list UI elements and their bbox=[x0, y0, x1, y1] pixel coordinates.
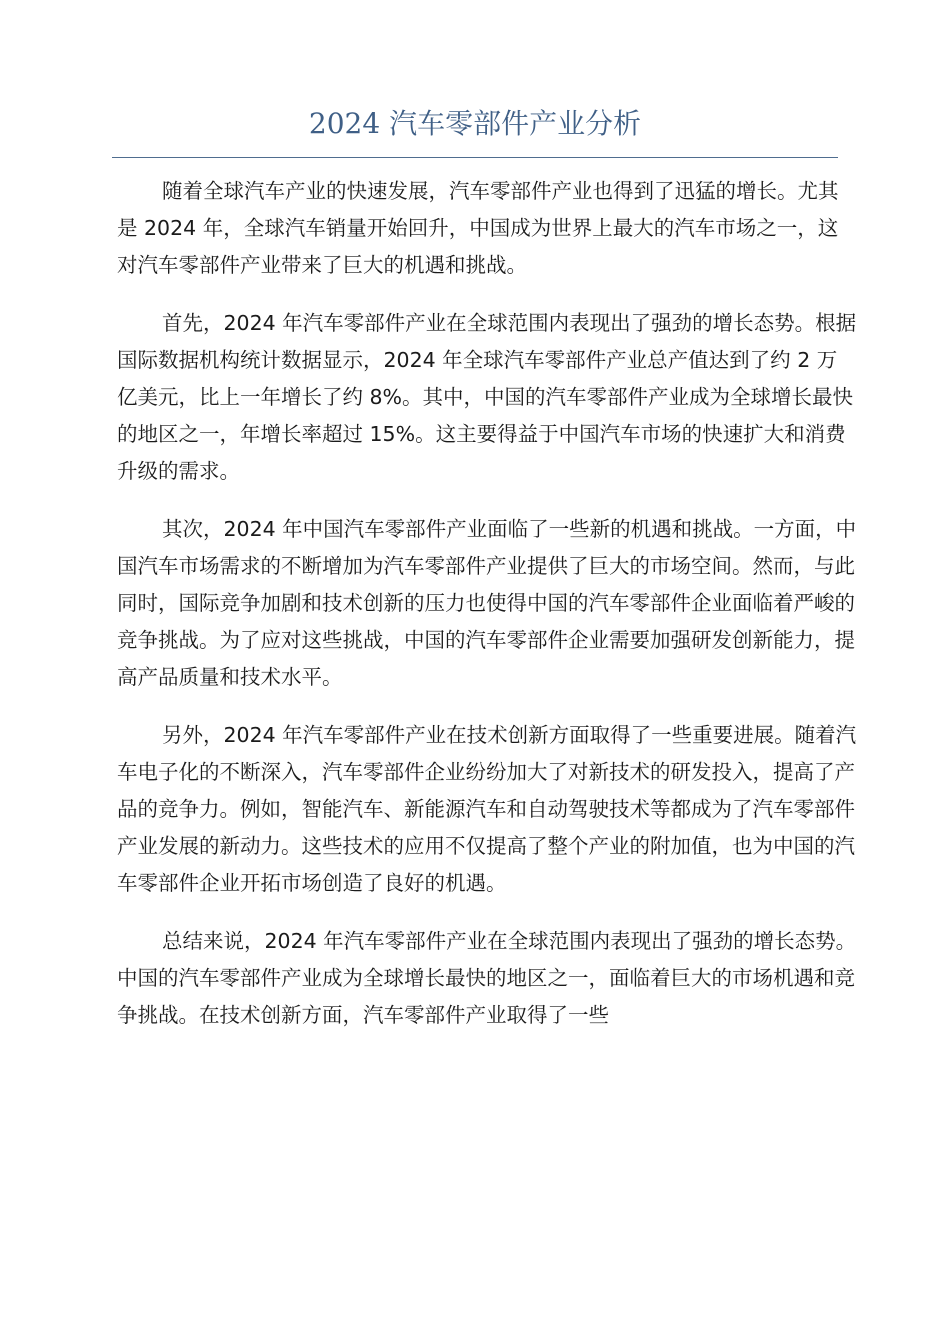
paragraph-intro: 随着全球汽车产业的快速发展，汽车零部件产业也得到了迅猛的增长。尤其是 2024 年，全球汽车销量开始回升，中国成为世界上最大的汽车市场之一，这对汽车零部件产业带来了巨大的机遇和挑战。 bbox=[117, 179, 839, 277]
document-body bbox=[117, 173, 857, 1055]
paragraph-growth: 首先，2024 年汽车零部件产业在全球范围内表现出了强劲的增长态势。根据国际数据机构统计数据显示，2024 年全球汽车零部件产业总产值达到了约 2 万亿美元，比上一年增长了约 8%。其中，中国的汽车零部件产业成为全球增长最快的地区之一，年增长率超过 15%。这主要得益于中国汽车市场的快速扩大和消费升级的需求。 bbox=[117, 311, 857, 483]
paragraph-innovation: 另外，2024 年汽车零部件产业在技术创新方面取得了一些重要进展。随着汽车电子化的不断深入，汽车零部件企业纷纷加大了对新技术的研发投入，提高了产品的竞争力。例如，智能汽车、新能源汽车和自动驾驶技术等都成为了汽车零部件产业发展的新动力。这些技术的应用不仅提高了整个产业的附加值，也为中国的汽车零部件企业开拓市场创造了良好的机遇。 bbox=[117, 723, 857, 895]
title-divider bbox=[112, 157, 838, 158]
page-title: 2024 汽车零部件产业分析 bbox=[308, 107, 642, 140]
paragraph-summary: 总结来说，2024 年汽车零部件产业在全球范围内表现出了强劲的增长态势。中国的汽车零部件产业成为全球增长最快的地区之一，面临着巨大的市场机遇和竞争挑战。在技术创新方面，汽车零部件产业取得了一些 bbox=[117, 929, 857, 1027]
paragraph-opportunities: 其次，2024 年中国汽车零部件产业面临了一些新的机遇和挑战。一方面，中国汽车市场需求的不断增加为汽车零部件产业提供了巨大的市场空间。然而，与此同时，国际竞争加剧和技术创新的压力也使得中国的汽车零部件企业面临着严峻的竞争挑战。为了应对这些挑战，中国的汽车零部件企业需要加强研发创新能力，提高产品质量和技术水平。 bbox=[117, 517, 857, 689]
